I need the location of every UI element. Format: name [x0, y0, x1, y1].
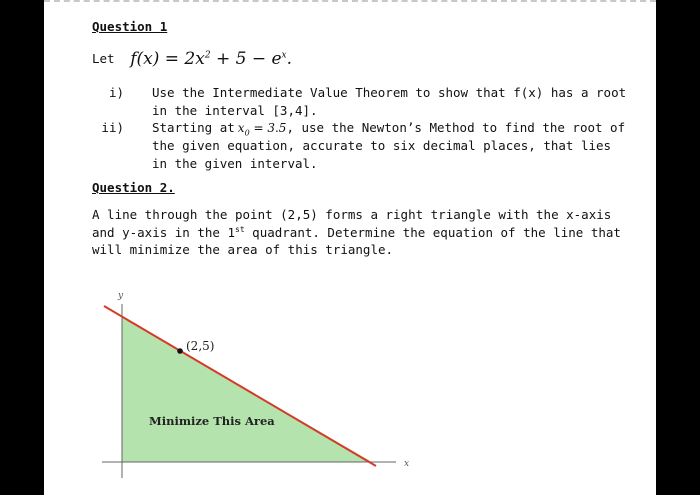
formula-end: . [286, 48, 293, 69]
q2-line2-sup: st [235, 224, 245, 234]
point-2-5 [177, 348, 183, 354]
question-2-heading: Question 2. [92, 180, 175, 195]
document-page [44, 0, 656, 495]
item-ii-label: ii) [101, 120, 124, 135]
formula-exponent-2: 2 [204, 49, 211, 60]
triangle-figure [44, 0, 656, 495]
item-i-label: i) [108, 85, 124, 100]
item-ii-line2: the given equation, accurate to six decimal places, that lies [152, 138, 612, 153]
formula-lhs: f(x) = 2x [130, 48, 205, 69]
formula-exponent-x: x [281, 49, 287, 60]
item-ii-prefix: Starting at [152, 120, 235, 135]
x0-var: x [237, 121, 245, 135]
q2-line1: A line through the point (2,5) forms a right triangle with the x-axis [92, 207, 612, 222]
q2-line2-pre: and y-axis in the 1 [92, 224, 235, 240]
y-axis-label: y [118, 291, 124, 301]
question-1-heading: Question 1 [92, 19, 168, 34]
item-ii-line3: in the given interval. [152, 155, 318, 171]
point-label: (2,5) [186, 339, 215, 353]
item-ii-line1-rest: , use the Newton’s Method to find the root of [286, 120, 626, 135]
item-i-line1: Use the Intermediate Value Theorem to show that f(x) has a root [152, 85, 627, 100]
q2-line2-post: quadrant. Determine the equation of the line that [244, 224, 621, 240]
x0-sub: 0 [244, 128, 250, 138]
formula-mid: + 5 − e [210, 48, 282, 69]
area-label: Minimize This Area [149, 414, 275, 428]
x0-value: = 3.5 [249, 121, 287, 135]
let-word: Let [92, 50, 115, 66]
item-i-line2: in the interval [3,4]. [152, 102, 318, 118]
x-axis-label: x [404, 459, 410, 469]
q2-line3: will minimize the area of this triangle. [92, 242, 394, 257]
